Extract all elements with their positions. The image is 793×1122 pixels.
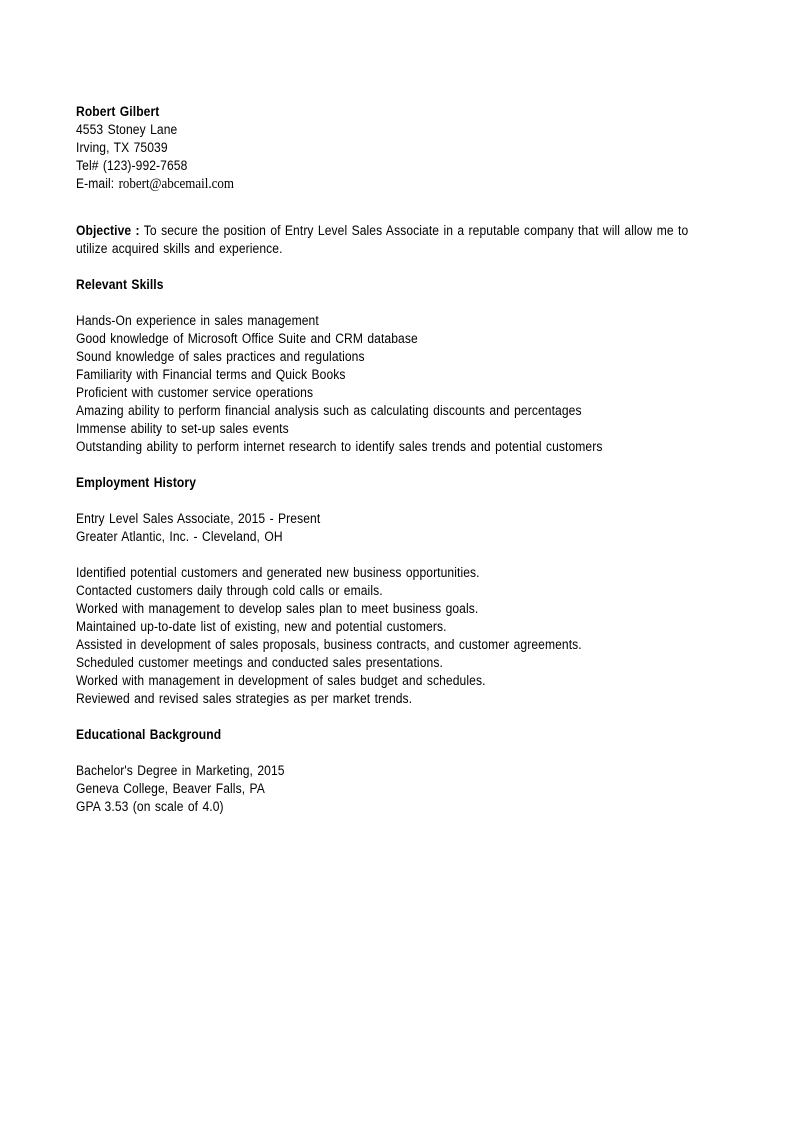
resume-content bbox=[76, 103, 720, 816]
contact-address-line1: 4553 Stoney Lane bbox=[76, 122, 178, 137]
education-school: Geneva College, Beaver Falls, PA bbox=[76, 781, 265, 796]
employment-job-title: Entry Level Sales Associate, 2015 - Present bbox=[76, 511, 321, 526]
education-degree: Bachelor's Degree in Marketing, 2015 bbox=[76, 763, 285, 778]
employment-role bbox=[76, 510, 720, 546]
contact-header bbox=[76, 103, 720, 193]
employment-duties-list bbox=[76, 564, 720, 708]
contact-phone: Tel# (123)-992-7658 bbox=[76, 158, 188, 173]
contact-email-line bbox=[76, 175, 720, 193]
education-gpa: GPA 3.53 (on scale of 4.0) bbox=[76, 799, 224, 814]
employment-company: Greater Atlantic, Inc. - Cleveland, OH bbox=[76, 529, 283, 544]
contact-email-label: E-mail: bbox=[76, 176, 115, 191]
duty-item: Identified potential customers and generated new business opportunities. bbox=[76, 565, 480, 580]
duty-item: Worked with management to develop sales plan to meet business goals. bbox=[76, 601, 479, 616]
contact-email-address: robert@abcemail.com bbox=[118, 176, 234, 192]
section-heading-educational-background: Educational Background bbox=[76, 727, 222, 742]
section-heading-employment-history: Employment History bbox=[76, 475, 196, 490]
education-details bbox=[76, 762, 720, 816]
skill-item: Immense ability to set-up sales events bbox=[76, 421, 289, 436]
objective-text: To secure the position of Entry Level Sales Associate in a reputable company that will allow me to utilize acquired skills and experience. bbox=[76, 223, 689, 256]
contact-address-line2: Irving, TX 75039 bbox=[76, 140, 168, 155]
objective-label: Objective : bbox=[76, 223, 140, 238]
skill-item: Proficient with customer service operations bbox=[76, 385, 314, 400]
duty-item: Worked with management in development of sales budget and schedules. bbox=[76, 673, 486, 688]
skill-item: Amazing ability to perform financial analysis such as calculating discounts and percentages bbox=[76, 403, 582, 418]
duty-item: Assisted in development of sales proposals, business contracts, and customer agreements. bbox=[76, 637, 582, 652]
objective-paragraph bbox=[76, 222, 720, 258]
duty-item: Reviewed and revised sales strategies as per market trends. bbox=[76, 691, 413, 706]
duty-item: Scheduled customer meetings and conducted sales presentations. bbox=[76, 655, 443, 670]
duty-item: Contacted customers daily through cold calls or emails. bbox=[76, 583, 383, 598]
contact-name: Robert Gilbert bbox=[76, 104, 160, 119]
skills-list bbox=[76, 312, 720, 456]
skill-item: Good knowledge of Microsoft Office Suite and CRM database bbox=[76, 331, 418, 346]
skill-item: Familiarity with Financial terms and Quick Books bbox=[76, 367, 346, 382]
skill-item: Sound knowledge of sales practices and regulations bbox=[76, 349, 365, 364]
section-heading-relevant-skills: Relevant Skills bbox=[76, 277, 164, 292]
skill-item: Outstanding ability to perform internet research to identify sales trends and potential customers bbox=[76, 439, 603, 454]
skill-item: Hands-On experience in sales management bbox=[76, 313, 319, 328]
duty-item: Maintained up-to-date list of existing, new and potential customers. bbox=[76, 619, 447, 634]
